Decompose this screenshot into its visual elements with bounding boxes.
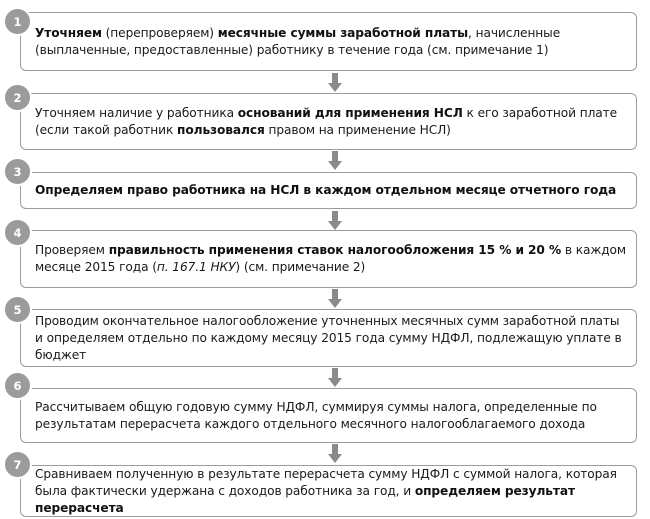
step-text-segment: Проверяем [35,243,109,257]
step-text-6 [35,399,626,433]
step-text-segment: в каждом месяце 2015 года ( [35,243,626,274]
step-text-segment: Рассчитываем общую годовую сумму НДФЛ, суммируя суммы налога, определенные по результатам перерасчета каждого отдельного месячного налогооблагаемого дохода [35,399,597,431]
down-arrow-icon [328,211,342,231]
step-number-badge-5: 5 [3,295,32,324]
step-box-5 [20,309,637,367]
step-text-segment: ) (см. примечание 2) [235,260,366,274]
down-arrow-icon [328,73,342,93]
step-text-segment: месячные суммы заработной платы [217,25,469,40]
step-text-segment: правом на применение НСЛ) [264,122,451,137]
step-text-segment: Определяем право работника на НСЛ в каждом отдельном месяце отчетного года [35,183,617,197]
step-box-3 [20,172,637,209]
step-text-segment: оснований для применения НСЛ [237,105,463,120]
step-text-segment: (перепроверяем) [101,25,218,40]
step-text-2 [35,105,626,139]
step-box-7 [20,465,637,517]
step-text-segment: правильность применения ставок налогообложения 15 % и 20 % [108,243,562,257]
step-number-badge-3: 3 [3,157,32,186]
step-text-segment: Проводим окончательное налогообложение уточненных месячных сумм заработной платы и определяем отдельно по каждому месяцу 2015 года сумму НДФЛ, подлежащую уплате в бюджет [35,313,622,362]
step-number-badge-2: 2 [3,83,32,112]
step-number-badge-4: 4 [3,218,32,247]
step-text-3 [35,182,626,199]
down-arrow-icon [328,444,342,464]
step-text-segment: , начисленные (выплаченные, предоставленные) работнику в течение года (см. примечание 1) [35,25,561,57]
step-text-segment: пользовался [177,122,265,137]
down-arrow-icon [328,368,342,388]
step-text-segment: Уточняем [35,25,102,40]
step-text-7 [35,466,626,517]
step-box-2 [20,93,637,150]
down-arrow-icon [328,289,342,309]
step-text-segment: Уточняем наличие у работника [35,105,238,120]
step-text-segment: Сравниваем полученную в результате перерасчета сумму НДФЛ с суммой налога, которая была фактически удержана с доходов работника за год, и [35,466,617,498]
down-arrow-icon [328,151,342,171]
step-number-badge-6: 6 [3,371,32,400]
step-text-segment: определяем результат перерасчета [35,483,575,515]
step-text-segment: к его заработной плате (если такой работник [35,105,618,137]
step-text-4 [35,242,626,276]
step-text-5 [35,313,626,364]
step-box-6 [20,388,637,443]
step-text-segment: п. 167.1 НКУ [156,260,236,274]
step-number-badge-7: 7 [3,450,32,479]
step-number-badge-1: 1 [3,7,32,36]
step-box-4 [20,230,637,288]
step-box-1 [20,12,637,71]
step-text-1 [35,25,626,59]
